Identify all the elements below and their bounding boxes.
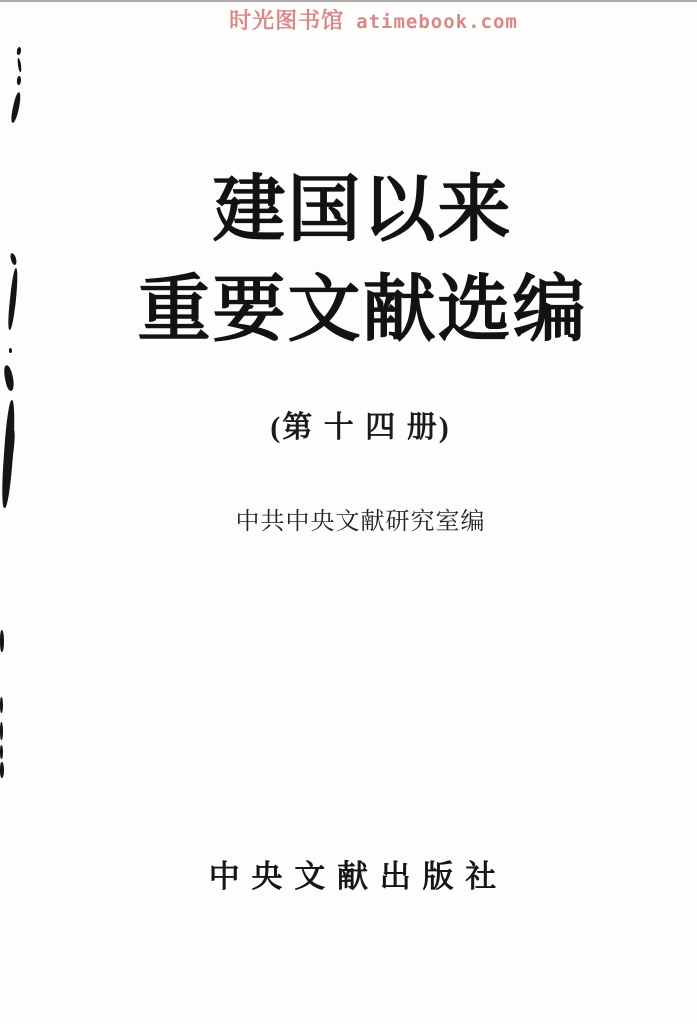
watermark-library-name: 时光图书馆 bbox=[229, 8, 345, 33]
scan-top-edge-line bbox=[0, 0, 697, 2]
watermark-site-domain: atimebook.com bbox=[356, 11, 518, 33]
scan-artifact-mark bbox=[0, 762, 4, 778]
scan-artifact-mark bbox=[9, 348, 12, 353]
scan-artifact-mark bbox=[16, 47, 21, 56]
scan-artifact-mark bbox=[0, 745, 3, 759]
book-title-line1: 建国以来 bbox=[212, 169, 513, 250]
publisher-name: 中 央 文 献 出 版 社 bbox=[208, 859, 499, 894]
editor-line: 中共中央文献研究室编 bbox=[235, 509, 486, 535]
book-title-line2: 重要文献选编 bbox=[137, 269, 588, 350]
scan-artifact-mark bbox=[17, 76, 22, 85]
watermark bbox=[0, 4, 697, 35]
scan-artifact-mark bbox=[17, 58, 22, 72]
scan-artifact-mark bbox=[0, 722, 3, 740]
scan-artifact-mark bbox=[10, 92, 22, 124]
volume-label: (第 十 四 册) bbox=[270, 411, 451, 444]
scan-artifact-mark bbox=[3, 365, 15, 392]
scan-artifact-mark bbox=[0, 697, 3, 713]
book-title bbox=[0, 160, 697, 360]
scan-artifact-mark bbox=[0, 630, 4, 652]
